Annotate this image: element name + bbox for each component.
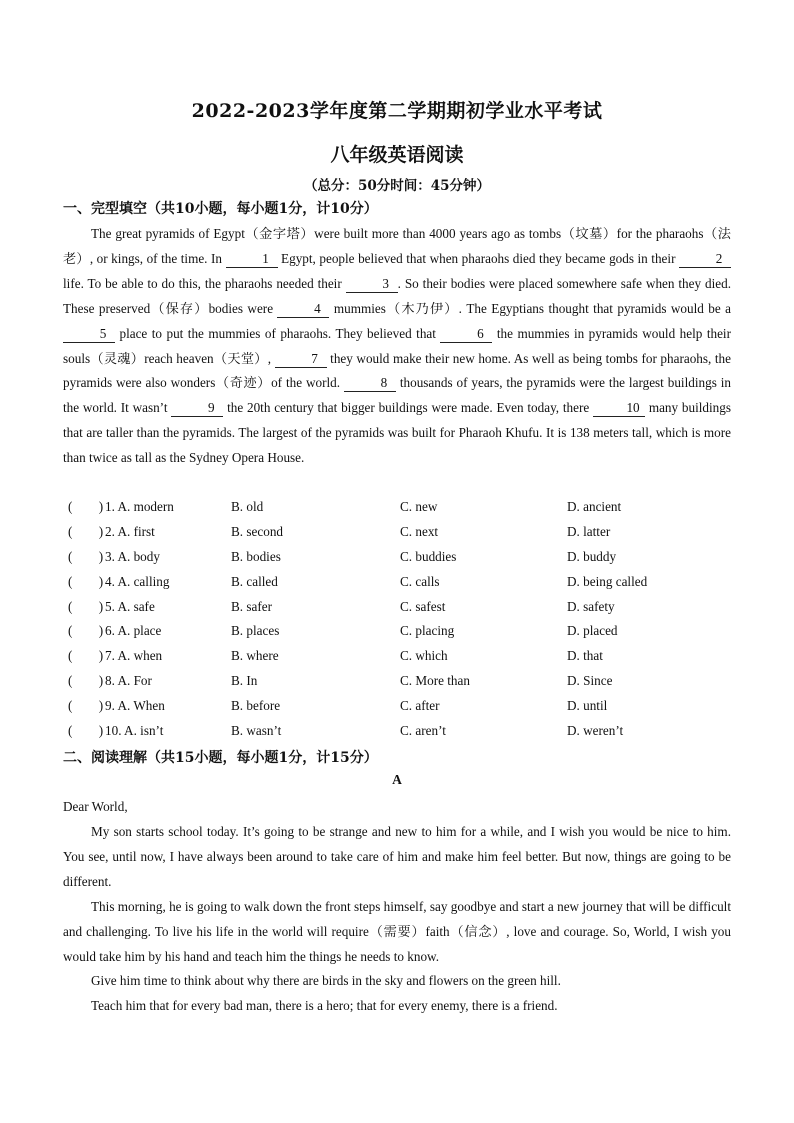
option-c: C. More than (400, 673, 470, 689)
option-d: D. safety (567, 598, 615, 614)
option-a: 1. A. modern (105, 499, 174, 514)
answer-paren[interactable]: ( ) (68, 523, 104, 539)
option-b: B. before (231, 698, 281, 714)
blank-8: 8 (344, 375, 396, 392)
option-b: B. where (231, 648, 279, 664)
option-c: C. buddies (400, 548, 457, 564)
answer-paren[interactable]: ( ) (68, 499, 104, 514)
option-c: C. new (400, 499, 438, 514)
letter-paragraph: My son starts school today. It’s going to be strange and new to him for a while, and I wish you would be nice to him. You see, until now, I have always been around to take care of him and make him feel better. But now, things are going to be different. (63, 824, 731, 889)
option-d: D. Since (567, 673, 613, 689)
section1-heading: 一、完型填空（共10小题，每小题1分，计10分） (63, 201, 378, 217)
letter-greeting: Dear World, (63, 799, 128, 814)
answer-paren[interactable]: ( ) (68, 698, 104, 714)
option-a: 8. A. For (105, 673, 152, 689)
question-row (63, 669, 743, 694)
option-c: C. next (400, 523, 439, 539)
question-row (63, 644, 743, 669)
option-b: B. wasn’t (231, 723, 282, 739)
option-d: D. that (567, 648, 603, 664)
option-b: B. bodies (231, 548, 281, 564)
question-row (63, 495, 743, 520)
option-c: C. aren’t (400, 723, 446, 739)
exam-info: （总分：50分时间：45分钟） (303, 178, 491, 194)
blank-5: 5 (63, 326, 115, 343)
letter-paragraph: Teach him that for every bad man, there is a hero; that for every enemy, there is a friend. (91, 998, 558, 1013)
answer-paren[interactable]: ( ) (68, 548, 104, 564)
option-a: 3. A. body (105, 548, 160, 564)
option-b: B. In (231, 673, 258, 689)
option-a: 10. A. isn’t (105, 723, 164, 739)
blank-3: 3 (346, 276, 398, 293)
option-b: B. places (231, 623, 280, 639)
question-list (63, 495, 743, 744)
option-c: C. safest (400, 598, 446, 614)
blank-6: 6 (440, 326, 492, 343)
question-row (63, 595, 743, 620)
question-row (63, 520, 743, 545)
option-a: 4. A. calling (105, 573, 170, 589)
option-c: C. after (400, 698, 440, 714)
exam-subtitle: 八年级英语阅读 (330, 144, 464, 166)
question-row (63, 719, 743, 744)
option-d: D. weren’t (567, 723, 624, 739)
blank-2: 2 (679, 251, 731, 268)
option-b: B. second (231, 523, 284, 539)
option-d: D. ancient (567, 499, 622, 514)
option-b: B. safer (231, 598, 273, 614)
letter-paragraph: Give him time to think about why there are birds in the sky and flowers on the green hill. (91, 973, 561, 988)
option-d: D. until (567, 698, 608, 714)
blank-9: 9 (171, 400, 223, 417)
option-a: 7. A. when (105, 648, 163, 664)
blank-10: 10 (593, 400, 645, 417)
passage-a-label: A (392, 772, 402, 787)
option-d: D. buddy (567, 548, 617, 564)
option-d: D. placed (567, 623, 618, 639)
question-row (63, 619, 743, 644)
option-a: 6. A. place (105, 623, 162, 639)
answer-paren[interactable]: ( ) (68, 573, 104, 589)
answer-paren[interactable]: ( ) (68, 673, 104, 689)
option-a: 9. A. When (105, 698, 165, 714)
option-a: 5. A. safe (105, 598, 155, 614)
question-row (63, 694, 743, 719)
answer-paren[interactable]: ( ) (68, 648, 104, 664)
answer-paren[interactable]: ( ) (68, 598, 104, 614)
section2-heading: 二、阅读理解（共15小题，每小题1分，计15分） (63, 750, 378, 766)
option-c: C. which (400, 648, 448, 664)
option-b: B. called (231, 573, 278, 589)
blank-4: 4 (277, 301, 329, 318)
answer-paren[interactable]: ( ) (68, 623, 104, 639)
blank-1: 1 (226, 251, 278, 268)
answer-paren[interactable]: ( ) (68, 723, 104, 739)
option-c: C. placing (400, 623, 455, 639)
option-d: D. being called (567, 573, 648, 589)
option-d: D. latter (567, 523, 611, 539)
blank-7: 7 (275, 351, 327, 368)
question-row (63, 570, 743, 595)
exam-title: 2022-2023学年度第二学期期初学业水平考试 (191, 100, 603, 122)
question-row (63, 545, 743, 570)
letter-paragraph: This morning, he is going to walk down the front steps himself, say goodbye and start a new journey that will be difficult and challenging. To live his life in the world will require（需要）faith（信念）, love and courage. So, World, I wish you would take him by his hand and teach him the things he needs to know. (63, 899, 731, 964)
option-b: B. old (231, 499, 264, 514)
cloze-passage: The great pyramids of Egypt（金字塔）were built more than 4000 years ago as tombs（坟墓）for the pharaohs（法老）, or kings, of the time. In 1 Egypt, people believed that when pharaohs died they became gods in their 2 life. To be able to do this, the pharaohs needed their 3 . So their bodies were placed somewhere safe when they died. These preserved（保存）bodies were 4 mummies（木乃伊）. The Egyptians thought that pyramids would be a 5 place to put the mummies of pharaohs. They believed that 6 the mummies in pyramids would help their souls（灵魂）reach heaven（天堂）, 7 they would make their new home. As well as being tombs for pharaohs, the pyramids were also wonders（奇迹）of the world. 8 thousands of years, the pyramids were the largest buildings in the world. It wasn’t 9 the 20th century that bigger buildings were made. Even today, there 10 many buildings that are taller than the pyramids. The largest of the pyramids was built for Pharaoh Khufu. It is 138 meters tall, which is more than twice as tall as the Sydney Opera House. (63, 226, 731, 466)
option-a: 2. A. first (105, 523, 155, 539)
option-c: C. calls (400, 573, 440, 589)
